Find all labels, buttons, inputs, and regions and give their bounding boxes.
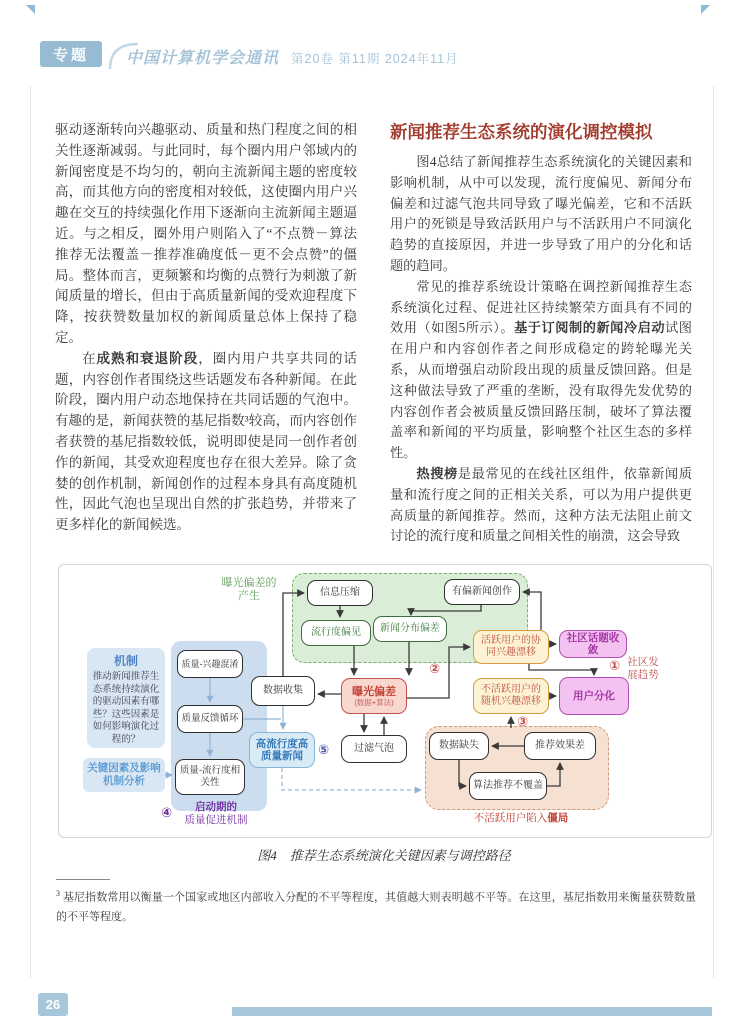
circled-3: ③ xyxy=(517,714,529,729)
node-data-collection: 数据收集 xyxy=(251,676,315,706)
body-text: 驱动逐渐转向兴趣驱动、质量和热门程度之间的相关性逐渐减弱。与此同时，每个圈内用户邻域内的新闻密度是不均匀的，朝向主流新闻主题的密度较高，而其他方向的密度相对较低，这使圈内用户兴趣在交互的持续强化作用下逐渐向主流新闻主题逼近。与之相反，圈外用户则陷入了“不点赞－算法推荐无法覆盖－推荐准确度低－更不会点赞”的僵局。整体而言，更频繁和均衡的点赞行为刺激了新闻质量的增长，但由于高质量新闻的受欢迎程度下降，按获赞数量加权的新闻质量总体上保持了稳定。 xyxy=(55,122,357,345)
page-edge-left xyxy=(30,86,31,978)
figure-4-flowchart xyxy=(58,564,712,838)
node-data-missing: 数据缺失 xyxy=(429,732,489,760)
footnote xyxy=(56,884,696,927)
body-text: 试图在用户和内容创作者之间形成稳定的跨轮曝光关系，从而增强启动阶段出现的质量反馈回路。但是这种做法导致了严重的垄断，没有取得先发优势的内容创作者会被质量反馈回路压制，破坏了算法覆盖率和新闻的平均质量，影响整个社区生态的多样性。 xyxy=(390,320,692,461)
label-line: 质量促进机制 xyxy=(184,814,248,826)
print-mark-right xyxy=(701,5,710,14)
label-exposure-bias-generation: 曝光偏差的产生 xyxy=(221,577,277,602)
bold-term: 成熟和衰退阶段 xyxy=(96,350,199,366)
journal-issue: 第20卷 第11期 2024年11月 xyxy=(291,52,459,66)
figure-caption: 图4 推荐生态系统演化关键因素与调控路径 xyxy=(257,848,511,863)
journal-title: 中国计算机学会通讯 xyxy=(126,50,280,67)
node-exposure-bias xyxy=(341,678,407,714)
node-user-divergence: 用户分化 xyxy=(559,677,629,715)
node-quality-feedback-loop: 质量反馈循环 xyxy=(177,705,243,733)
paragraph xyxy=(390,152,692,277)
section-heading: 新闻推荐生态系统的演化调控模拟 xyxy=(390,122,653,142)
node-inactive-user-drift: 不活跃用户的随机兴趣漂移 xyxy=(473,678,549,714)
paragraph xyxy=(55,120,357,349)
body-text: 图4总结了新闻推荐生态系统演化的关键因素和影响机制，从中可以发现，流行度偏见、新闻分布偏差和过滤气泡共同导致了曝光偏差，它和不活跃用户的死锁是导致活跃用户与不活跃用户不同演化趋势的直接原因，并进一步导致了用户的分化和话题的趋同。 xyxy=(390,154,692,273)
print-mark-left xyxy=(26,5,35,14)
section-tag: 专题 xyxy=(40,41,102,67)
label-community-trend: 社区发展趋势 xyxy=(627,656,659,681)
node-active-user-drift: 活跃用户的协同兴趣漂移 xyxy=(473,630,549,664)
label-text-bold: 僵局 xyxy=(547,812,569,824)
node-subtitle: (数据+算法) xyxy=(354,697,394,707)
node-news-distribution-bias: 新闻分布偏差 xyxy=(373,616,447,642)
right-column xyxy=(390,120,692,564)
key-factor-tag: 关键因素及影响机制分析 xyxy=(83,758,165,792)
circled-4: ④ xyxy=(161,805,173,820)
paragraph xyxy=(390,277,692,464)
label-startup-mechanism xyxy=(177,801,255,827)
body-text: 是最常见的在线社区组件，依靠新闻质量和流行度之间的正相关关系，可以为用户提供更高质量的新闻推荐。然而，这种方法无法阻止前文讨论的流行度和质量之间相关性的崩溃，这会导致 xyxy=(390,465,692,544)
footnote-text: 基尼指数常用以衡量一个国家或地区内部收入分配的不平等程度，其值越大则表明越不平等。在这里，基尼指数用来衡量获赞数量的不平等程度。 xyxy=(56,891,697,923)
footnote-marker: 3 xyxy=(56,889,60,898)
node-title: 曝光偏差 xyxy=(352,685,396,698)
node-biased-news-creation: 有偏新闻创作 xyxy=(444,579,520,605)
footnote-rule xyxy=(56,879,110,880)
left-column xyxy=(55,120,357,562)
node-info-compression: 信息压缩 xyxy=(307,580,373,606)
panel-title: 机制 xyxy=(113,654,138,668)
body-text: ，圈内用户共享共同的话题，内容创作者围绕这些话题发布各种新闻。在此阶段，圈内用户动态地保持在共同话题的气泡中。有趣的是，新闻获赞的基尼指数³较高，而内容创作者获赞的基尼指数较低，说明即使是同一创作者创作的新闻，其受欢迎程度也存在很大差异。除了贪婪的创作机制，新闻创作的过程本身具有高度随机性，因此气泡也呈现出自然的扩张趋势，并带来了更多样化的新闻候选。 xyxy=(55,350,357,533)
label-inactive-deadlock xyxy=(451,812,591,825)
footer-bar xyxy=(232,1007,712,1016)
node-quality-popularity-correlation: 质量-流行度相关性 xyxy=(175,759,245,795)
bold-term: 基于订阅制的新闻冷启动 xyxy=(514,320,666,336)
page-edge-right xyxy=(713,86,714,978)
page-number: 26 xyxy=(38,993,68,1016)
bold-term: 热搜榜 xyxy=(416,465,458,481)
node-filter-bubble: 过滤气泡 xyxy=(341,735,407,763)
circled-1: ① xyxy=(609,658,621,673)
header xyxy=(126,45,459,68)
node-quality-interest-confusion: 质量-兴趣混淆 xyxy=(177,650,243,678)
label-line: 启动期的 xyxy=(195,801,237,813)
circled-5: ⑤ xyxy=(318,742,330,757)
node-poor-recommendation: 推荐效果差 xyxy=(524,732,596,760)
paragraph xyxy=(390,464,692,547)
mechanism-question-panel xyxy=(87,648,165,748)
node-high-popularity-quality-news: 高流行度高质量新闻 xyxy=(249,732,315,768)
body-text: 在 xyxy=(82,350,97,366)
circled-2: ② xyxy=(429,661,441,676)
panel-body: 推动新闻推荐生态系统持续演化的驱动因素有哪些？这些因素是如何影响演化过程的？ xyxy=(92,671,160,745)
node-algorithm-no-coverage: 算法推荐不覆盖 xyxy=(469,772,547,800)
node-popularity-bias: 流行度偏见 xyxy=(301,620,371,646)
label-text: 不活跃用户陷入 xyxy=(473,812,548,824)
paragraph xyxy=(55,349,357,536)
node-topic-convergence: 社区话题收敛 xyxy=(559,630,627,658)
body-text: 常见的推荐系统设计策略在调控新闻推荐生态系统演化过程、促进社区持续繁荣方面具有不同的效用（如图5所示）。 xyxy=(390,278,692,336)
